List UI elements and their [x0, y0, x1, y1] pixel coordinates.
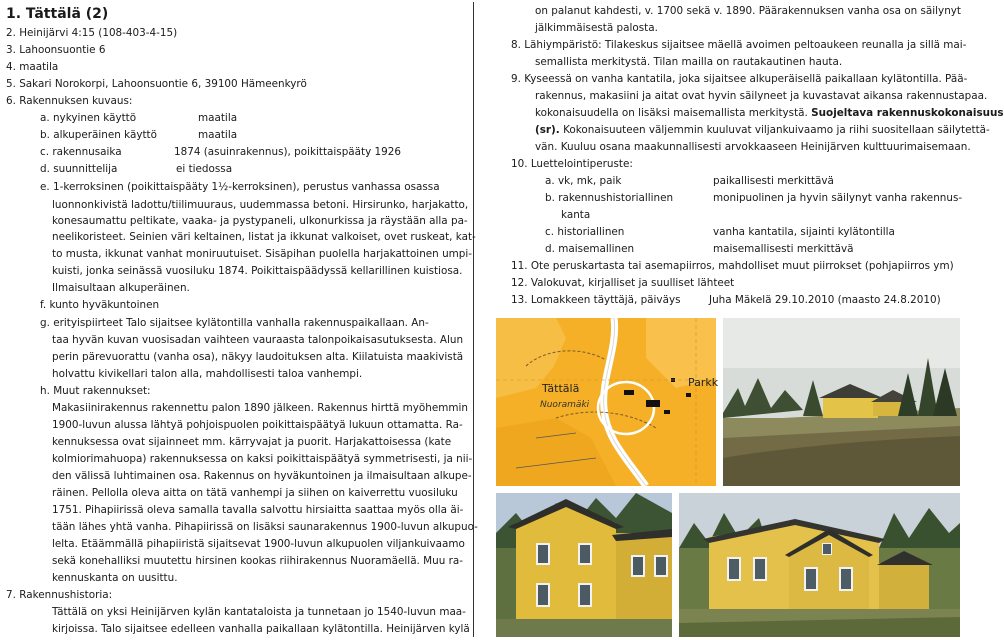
summary-text-part: Kokonaisuuteen väljemmin kuuluvat viljankuivaamo ja riihi suositellaan säilytettä-: [563, 124, 990, 136]
page-title: 1. Tättälä (2): [6, 6, 109, 22]
map-drawing: [496, 318, 719, 486]
history-text: kirjoissa. Talo sijaitsee edelleen vanhalla paikallaan kylätontilla. Heinijärven kylä: [52, 623, 470, 635]
surroundings-text: 8. Lähiympäristö: Tilakeskus sijaitsee mäellä avoimen peltoaukeen reunalla ja sillä mai-: [511, 39, 967, 51]
summary-text: [535, 123, 990, 137]
building-photo-1: [496, 493, 672, 637]
other-buildings-text: lelta. Etäämmällä pihapiiristä sijaitsevat 1900-luvun alkupuolen viljankuivaamo: [52, 538, 465, 550]
other-buildings-text: Makasiinirakennus rakennettu palon 1890 jälkeen. Rakennus hirttä myöhemmin: [52, 402, 468, 414]
site-map: [496, 318, 719, 486]
designer-value: ei tiedossa: [176, 163, 233, 175]
protection-code: (sr).: [535, 124, 560, 136]
features-text: taa hyvän kuvan vuosisadan vaihteen vauraasta talonpoikaisasutuksesta. Alun: [52, 334, 464, 346]
map-label-parkk: Parkk: [688, 376, 719, 389]
landscape-photo-drawing: [723, 318, 960, 486]
property-line: 2. Heinijärvi 4:15 (108-403-4-15): [6, 27, 178, 39]
original-use-label: b. alkuperäinen käyttö: [40, 129, 157, 141]
criteria-heading: 10. Luettelointiperuste:: [511, 158, 633, 170]
other-buildings-text: 1900-luvun alussa lähtyä pohjoispuolen poikittaispäätyä lukuun ottamatta. Ra-: [52, 419, 463, 431]
other-buildings-heading: h. Muut rakennukset:: [40, 385, 151, 397]
description-text: e. 1-kerroksinen (poikittaispääty 1½-kerroksinen), perustus vanhassa osassa: [40, 181, 440, 193]
description-text: neelikoristeet. Seinien väri keltainen, listat ja ikkunat valkoiset, ovet ruskeat, kat-: [52, 231, 476, 243]
right-column: [487, 0, 1004, 637]
other-buildings-text: kennuksessa ovat sijainneet mm. kärryvajat ja puorit. Harjakattoisessa (kate: [52, 436, 452, 448]
filler-value: Juha Mäkelä 29.10.2010 (maasto 24.8.2010): [709, 294, 941, 306]
condition-line: f. kunto hyväkuntoinen: [40, 299, 160, 311]
current-use-label: a. nykyinen käyttö: [40, 112, 137, 124]
other-buildings-text: den välissä luhtimainen osa. Rakennus on hyväkuntoinen ja ilmaisultaan alkupe-: [52, 470, 472, 482]
history-continued: on palanut kahdesti, v. 1700 sekä v. 1890. Päärakennuksen vanha osa on säilynyt: [535, 5, 962, 17]
build-date-label: c. rakennusaika: [40, 146, 122, 158]
landscape-photo: [723, 318, 960, 486]
features-text: perin pärevuorattu (vanha osa), näkyy laudoituksen alta. Kiilatuista maakivistä: [52, 351, 464, 363]
criteria-a-label: a. vk, mk, paik: [545, 175, 622, 187]
criteria-b-value-cont: kanta: [561, 209, 591, 221]
other-buildings-text: räinen. Pellolla oleva aitta on tätä vanhempi ja siihen on kaiverrettu vuosiluku: [52, 487, 458, 499]
criteria-b-value: monipuolinen ja hyvin säilynyt vanha rakennus-: [713, 192, 963, 204]
other-buildings-text: tään lähes yhtä vanha. Pihapiirissä on lisäksi saunarakennus 1900-luvun alkupuo-: [52, 521, 478, 533]
summary-text: vän. Kuuluu osana maakunnallisesti arvokkaaseen Heinijärven kulttuurimaisemaan.: [535, 141, 971, 153]
current-use-value: maatila: [198, 112, 238, 124]
description-text: luonnonkivistä ladottu/tiilimuuraus, uudemmassa betoni. Hirsirunko, harjakatto,: [52, 199, 469, 211]
other-buildings-text: kennuskanta on uusittu.: [52, 572, 178, 584]
criteria-b-label: b. rakennushistoriallinen: [545, 192, 674, 204]
building-photo-1-drawing: [496, 493, 672, 637]
history-text: Tättälä on yksi Heinijärven kylän kantataloista ja tunnetaan jo 1540-luvun maa-: [52, 606, 466, 618]
summary-text: 9. Kyseessä on vanha kantatila, joka sijaitsee alkuperäisellä paikallaan kylätontilla. Pää-: [511, 73, 968, 85]
build-date-value: 1874 (asuinrakennus), poikittaispääty 1926: [174, 146, 402, 158]
summary-text-part: kokonaisuudella on lisäksi maisemallista merkitystä.: [535, 107, 808, 119]
filler-label: 13. Lomakkeen täyttäjä, päiväys: [511, 294, 681, 306]
criteria-d-value: maisemallisesti merkittävä: [713, 243, 854, 255]
drawings-line: 11. Ote peruskartasta tai asemapiirros, mahdolliset muut piirrokset (pohjapiirros ym): [511, 260, 954, 272]
sources-line: 12. Valokuvat, kirjalliset ja suulliset lähteet: [511, 277, 735, 289]
features-text: g. erityispiirteet Talo sijaitsee kylätontilla vanhalla rakennuspaikallaan. An-: [40, 317, 429, 329]
description-text: to musta, ikkunat vanhat moniruutuiset. Sisäpihan puolella harjakattoinen umpi-: [52, 248, 473, 260]
original-use-value: maatila: [198, 129, 238, 141]
criteria-c-value: vanha kantatila, sijainti kylätontilla: [713, 226, 895, 238]
protection-class: Suojeltava rakennuskokonaisuus: [811, 107, 1004, 119]
summary-text: [535, 106, 1004, 120]
other-buildings-text: sekä konehalliksi muutettu hirsinen kookas riihirakennus Nuoramäellä. Muu ra-: [52, 555, 463, 567]
criteria-c-label: c. historiallinen: [545, 226, 625, 238]
address-line: 3. Lahoonsuontie 6: [6, 44, 106, 56]
criteria-d-label: d. maisemallinen: [545, 243, 635, 255]
description-text: Ilmaisultaan alkuperäinen.: [52, 282, 190, 294]
left-column: [0, 0, 478, 637]
description-heading: 6. Rakennuksen kuvaus:: [6, 95, 133, 107]
history-continued: jälkimmäisestä palosta.: [535, 22, 658, 34]
map-label-nuoramaki: Nuoramäki: [540, 400, 590, 410]
other-buildings-text: 1751. Pihapiirissä oleva samalla tavalla salvottu hirsiaitta saattaa myös olla äi-: [52, 504, 464, 516]
criteria-a-value: paikallisesti merkittävä: [713, 175, 834, 187]
map-label-tattala: Tättälä: [542, 382, 580, 395]
building-photo-2: [679, 493, 960, 637]
surroundings-text: semallista merkitystä. Tilan mailla on rautakautinen hauta.: [535, 56, 843, 68]
features-text: holvattu kivikellari talon alla, mahdollisesti taloa vanhempi.: [52, 368, 363, 380]
description-text: konesaumattu peltikate, vaaka- ja pystypaneli, ulkonurkissa ja räystään alla pa-: [52, 215, 468, 227]
summary-text: rakennus, makasiini ja aitat ovat hyvin säilyneet ja kuvastavat aikansa rakennustapaa.: [535, 90, 988, 102]
owner-line: 5. Sakari Norokorpi, Lahoonsuontie 6, 39100 Hämeenkyrö: [6, 78, 307, 90]
usage-line: 4. maatila: [6, 61, 59, 73]
description-text: kuisti, jonka seinässä vuosiluku 1874. Poikittaispäädyssä kellarillinen kuistiosa.: [52, 265, 463, 277]
column-divider: [473, 2, 474, 637]
designer-label: d. suunnittelija: [40, 163, 118, 175]
history-heading: 7. Rakennushistoria:: [6, 589, 113, 601]
other-buildings-text: kolmiorimahuopa) rakennuksessa on kaksi poikittaispäätyä symmetrisesti, ja nii-: [52, 453, 473, 465]
building-photo-2-drawing: [679, 493, 960, 637]
